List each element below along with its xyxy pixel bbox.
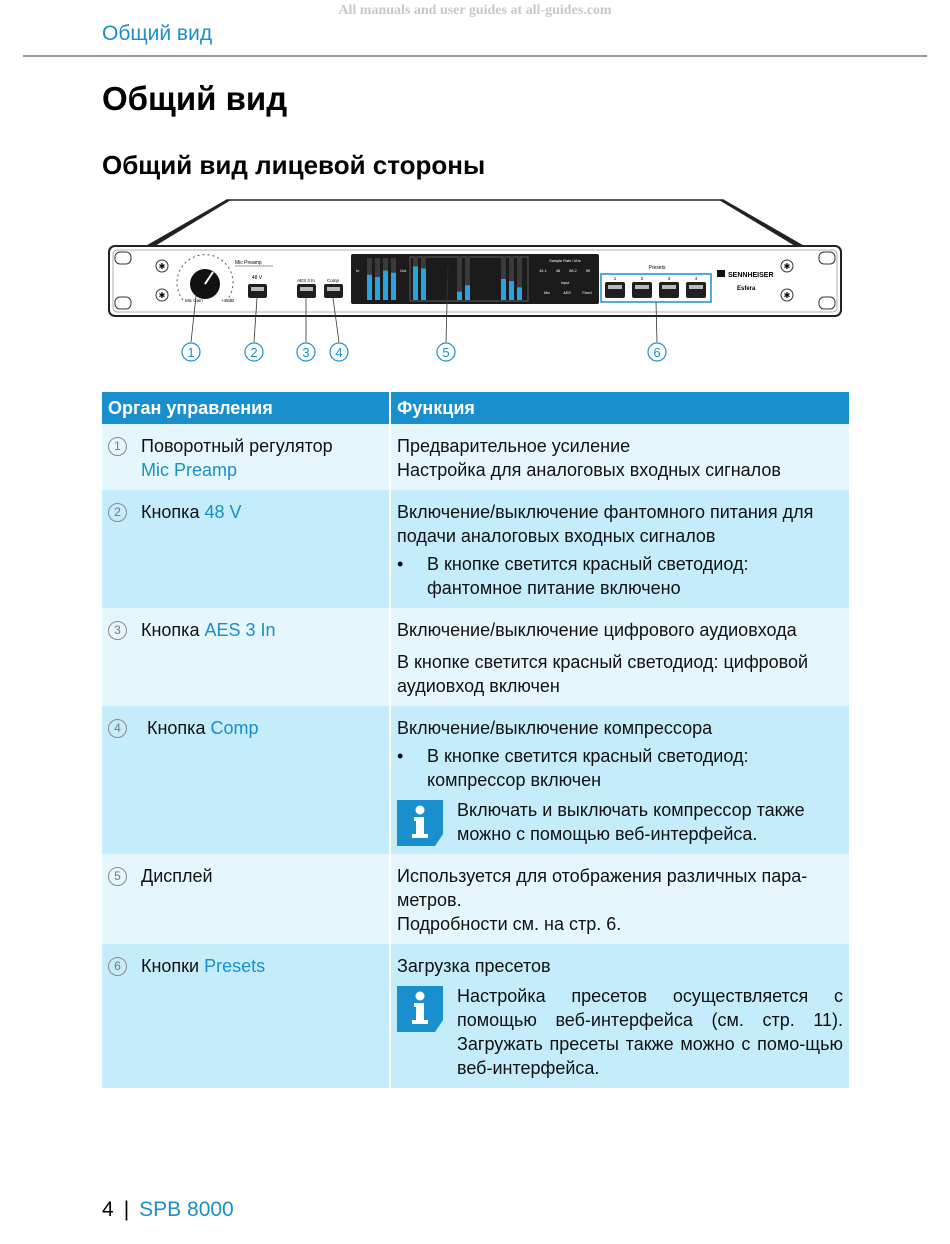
control-name: Comp xyxy=(210,718,259,738)
preset-button-led xyxy=(689,285,703,289)
callout-number: 4 xyxy=(108,719,127,738)
input-source-label: Mic xyxy=(544,291,550,295)
svg-text:✱: ✱ xyxy=(783,291,791,300)
preset-number: 3 xyxy=(667,276,671,281)
level-meter-fill xyxy=(413,266,418,300)
note-text: Включать и выключать компрессор также можно с помощью веб-интерфейса. xyxy=(457,800,805,844)
level-meter-fill xyxy=(421,269,426,301)
header-rule xyxy=(23,55,927,57)
svg-text:Presets: Presets xyxy=(648,265,666,271)
info-icon xyxy=(397,800,443,846)
callout-number: 5 xyxy=(108,867,127,886)
control-name: AES 3 In xyxy=(204,620,276,640)
preset-number: 1 xyxy=(613,276,617,281)
note-text: Настройка пресетов осуществляется с помощью веб-интерфейса (см. стр. 11). Загружать пресеты также можно с помо-щью веб-интерфейса. xyxy=(457,986,843,1078)
callout-number: 2 xyxy=(108,503,127,522)
bullet-text: В кнопке светится красный светодиод: компрессор включен xyxy=(427,746,749,790)
level-meter-fill xyxy=(367,275,372,300)
callout-label: 5 xyxy=(442,345,450,360)
svg-text:Esfera: Esfera xyxy=(737,286,756,292)
level-meter-fill xyxy=(517,287,522,300)
level-meter-fill xyxy=(465,285,470,300)
product-name: SPB 8000 xyxy=(139,1198,234,1221)
preset-button-shape xyxy=(632,282,652,298)
controls-table xyxy=(102,392,849,1088)
callout-number: 3 xyxy=(108,621,127,640)
callout-number: 1 xyxy=(108,437,127,456)
level-meter-fill xyxy=(509,281,514,300)
control-name: Presets xyxy=(204,956,266,976)
table-row xyxy=(102,854,849,944)
device-front-panel-illustration xyxy=(105,196,845,368)
svg-text:Out: Out xyxy=(400,268,407,273)
svg-text:✱: ✱ xyxy=(158,291,166,300)
svg-text:Mic Preamp: Mic Preamp xyxy=(235,260,262,266)
sample-rate-label: 48 xyxy=(555,269,561,273)
control-label: Кнопки xyxy=(141,956,200,976)
function-text: Используется для отображения различных пара-метров. xyxy=(397,866,808,910)
page-title: Общий вид xyxy=(102,80,288,117)
control-name: 48 V xyxy=(204,502,242,522)
preset-button-led xyxy=(608,285,622,289)
svg-text:Sample Rate / kHz: Sample Rate / kHz xyxy=(549,259,581,263)
function-text: Включение/выключение компрессора xyxy=(397,718,713,738)
callout-label: 1 xyxy=(187,345,195,360)
info-icon xyxy=(397,986,443,1032)
control-label: Кнопка xyxy=(141,502,200,522)
preset-button-shape xyxy=(659,282,679,298)
svg-text:AES 3 In: AES 3 In xyxy=(297,278,315,283)
svg-text:48 V: 48 V xyxy=(251,275,263,281)
level-meter-fill xyxy=(501,279,506,300)
running-head: Общий вид xyxy=(102,22,213,45)
preset-button-shape xyxy=(605,282,625,298)
table-row xyxy=(102,944,849,1088)
input-source-label: Fixed xyxy=(582,291,592,295)
preset-number: 2 xyxy=(640,276,644,281)
table-row xyxy=(102,424,849,490)
level-meter-fill xyxy=(391,273,396,300)
display-panel xyxy=(351,254,599,304)
watermark: All manuals and user guides at all-guides.com xyxy=(338,3,612,18)
input-source-label: AES xyxy=(563,291,571,295)
svg-text:✱: ✱ xyxy=(158,262,166,271)
info-note xyxy=(397,798,843,846)
svg-text:Comp: Comp xyxy=(326,278,340,283)
preset-button-led xyxy=(635,285,649,289)
function-line: Предварительное усиление xyxy=(397,436,631,456)
callout-number: 6 xyxy=(108,957,127,976)
sample-rate-label: 88.2 xyxy=(569,269,577,273)
function-extra: Подробности см. на стр. 6. xyxy=(397,914,622,934)
level-meter-fill xyxy=(457,292,462,300)
page-number: 4 xyxy=(102,1198,114,1221)
control-label: Кнопка xyxy=(141,620,200,640)
svg-text:In: In xyxy=(356,268,360,273)
table-row xyxy=(102,490,849,608)
bullet-marker: • xyxy=(397,554,404,574)
control-label: Дисплей xyxy=(141,866,213,886)
table-row xyxy=(102,706,849,854)
function-text: Загрузка пресетов xyxy=(397,956,551,976)
callout-label: 3 xyxy=(302,345,310,360)
table-row xyxy=(102,608,849,706)
function-text: Включение/выключение фантомного питания для подачи аналоговых входных сигналов xyxy=(397,502,814,546)
callout-label: 4 xyxy=(335,345,343,360)
level-meter-fill xyxy=(383,271,388,300)
bullet-text: В кнопке светится красный светодиод: фантомное питание включено xyxy=(427,554,749,598)
info-note xyxy=(397,984,843,1080)
footer-separator: | xyxy=(123,1198,130,1221)
svg-text:+48dB: +48dB xyxy=(221,298,235,303)
function-text: Включение/выключение цифрового аудиовхода xyxy=(397,620,797,640)
svg-text:✱: ✱ xyxy=(783,262,791,271)
preset-button-shape xyxy=(686,282,706,298)
section-title: Общий вид лицевой стороны xyxy=(102,150,486,180)
function-extra: В кнопке светится красный светодиод: цифровой аудиовход включен xyxy=(397,652,809,696)
column-header-control: Орган управления xyxy=(102,392,390,424)
svg-text:Input: Input xyxy=(560,281,570,285)
callout-label: 2 xyxy=(250,345,258,360)
preset-button-led xyxy=(662,285,676,289)
column-header-function: Функция xyxy=(390,392,849,424)
preset-number: 4 xyxy=(694,276,698,281)
svg-text:Mic Gain: Mic Gain xyxy=(185,298,203,303)
svg-text:SENNHEISER: SENNHEISER xyxy=(728,272,774,279)
function-line: Настройка для аналоговых входных сигналов xyxy=(397,460,781,480)
sample-rate-label: 96 xyxy=(585,269,591,273)
page-footer xyxy=(102,1198,234,1222)
control-label: Кнопка xyxy=(147,718,206,738)
control-name: Mic Preamp xyxy=(141,460,238,480)
bullet-marker: • xyxy=(397,746,404,766)
level-meter-fill xyxy=(375,277,380,300)
control-label: Поворотный регулятор xyxy=(141,436,333,456)
sample-rate-label: 44.1 xyxy=(539,269,547,273)
callout-label: 6 xyxy=(653,345,661,360)
